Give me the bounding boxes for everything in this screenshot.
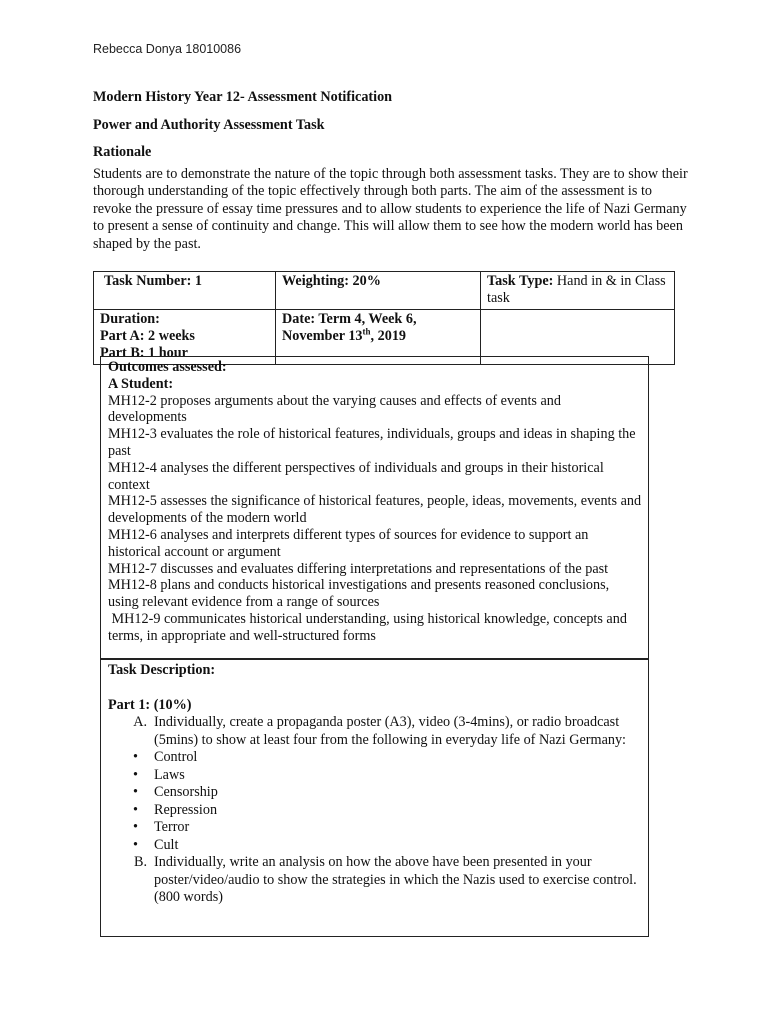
part-a-duration: Part A: 2 weeks [100, 328, 195, 344]
date-line-1: Date: Term 4, Week 6, [282, 311, 417, 327]
item-b [108, 854, 642, 907]
item-a-text: Individually, create a propaganda poster (A3), video (3-4mins), or radio broadcast (5mins) to show at least four from the following in everyday life of Nazi Germany: [154, 714, 626, 748]
item-b-marker: B. [133, 854, 147, 870]
item-a [108, 714, 642, 749]
outcome-item: MH12-7 discusses and evaluates differing interpretations and representations of the past [108, 560, 609, 577]
bullet-icon: • [133, 766, 138, 783]
task-info-table [93, 271, 675, 365]
part-1-heading: Part 1: (10%) [108, 696, 192, 713]
bullet-item: • Terror [108, 819, 642, 837]
outcomes-heading: Outcomes assessed: [108, 359, 227, 375]
bullet-icon: • [133, 801, 138, 818]
bullet-icon: • [133, 836, 138, 853]
author-line: Rebecca Donya 18010086 [93, 42, 242, 56]
bullet-icon: • [133, 819, 138, 835]
weighting: Weighting: 20% [282, 273, 381, 289]
task-description-heading: Task Description: [108, 662, 216, 678]
item-b-text: Individually, write an analysis on how the above have been presented in your poster/video/audio to show the strategies in which the Nazis used to exercise control. (800 words) [154, 854, 637, 905]
outcomes-box [100, 356, 649, 659]
task-type-cell [481, 272, 675, 310]
duration-label: Duration: [100, 311, 160, 327]
document-title: Modern History Year 12- Assessment Notification [93, 89, 393, 105]
task-type-value: Hand in & in Class task [487, 273, 666, 306]
outcome-item: MH12-4 analyses the different perspectives of individuals and groups in their historical context [108, 459, 604, 493]
weighting-cell [276, 272, 481, 310]
bullet-item: • Cult [108, 837, 642, 855]
outcome-item: MH12-3 evaluates the role of historical features, individuals, groups and ideas in shaping the past [108, 426, 636, 459]
outcome-item: MH12-6 analyses and interprets different types of sources for evidence to support an historical account or argument [108, 526, 589, 560]
item-a-marker: A. [133, 714, 147, 730]
bullet-icon: • [133, 749, 138, 765]
document-subtitle: Power and Authority Assessment Task [93, 117, 325, 133]
outcome-item: MH12-2 proposes arguments about the varying causes and effects of events and developments [108, 392, 561, 426]
task-number-cell [94, 272, 276, 310]
outcome-item: MH12-5 assesses the significance of historical features, people, ideas, movements, events and developments of the modern world [108, 493, 642, 527]
bullet-icon: • [133, 784, 138, 800]
task-type-label: Task Type: [487, 273, 554, 289]
bullet-item: • Censorship [108, 784, 642, 802]
outcome-item: MH12-9 communicates historical understanding, using historical knowledge, concepts and terms, in appropriate and well-structured forms [108, 610, 631, 644]
rationale-paragraph: Students are to demonstrate the nature of the topic through both assessment tasks. They are to show their thorough understanding of the topic effectively through both parts. The aim of the assessment is to revoke the pressure of essay time pressures and to allow students to experience the life of Nazi Germany to present a sense of continuity and change. This will allow them to see how the modern world has been shaped by the past. [93, 166, 688, 252]
task-number: Task Number: 1 [104, 273, 203, 289]
task-description-box [100, 659, 649, 937]
task-info-row-1 [94, 272, 675, 310]
bullet-item: • Control [108, 749, 642, 767]
date-line-2: November 13th, 2019 [282, 326, 406, 344]
outcome-item: MH12-8 plans and conducts historical investigations and presents reasoned conclusions, using relevant evidence from a range of sources [108, 577, 610, 611]
part-b-duration: Part B: 1 hour [100, 345, 188, 361]
rationale-heading: Rationale [93, 144, 152, 160]
bullet-item: • Laws [108, 767, 642, 785]
outcomes-subheading: A Student: [108, 375, 174, 392]
bullet-item: • Repression [108, 802, 642, 820]
